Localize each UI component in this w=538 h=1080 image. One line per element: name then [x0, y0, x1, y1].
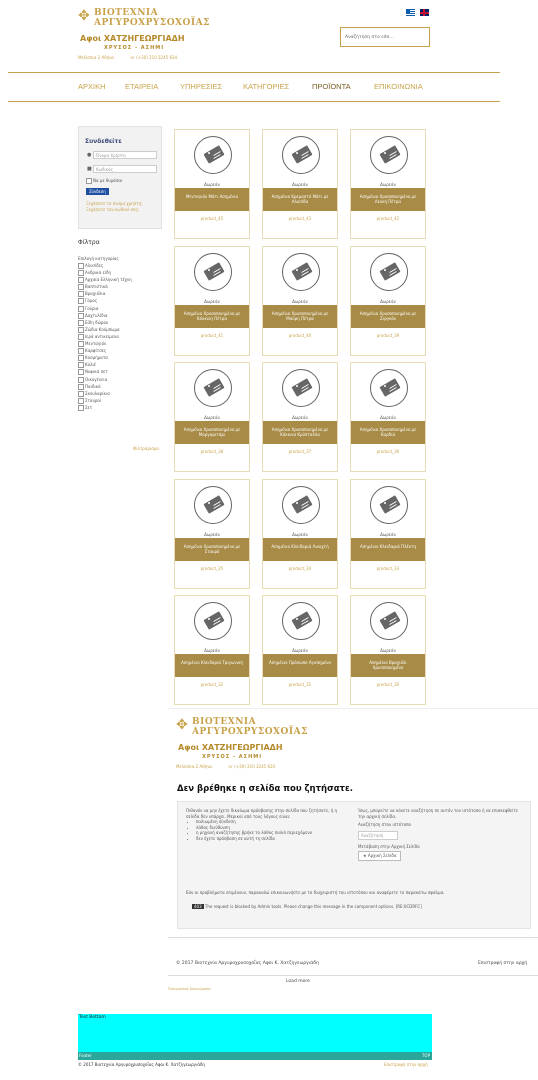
home-button[interactable]: ★ Αρχική Σελίδα	[358, 851, 401, 861]
remember-checkbox[interactable]	[86, 178, 92, 184]
product-price: Δωρεάν	[204, 415, 220, 420]
product-code[interactable]: product_30	[376, 682, 400, 687]
price-tag-icon[interactable]	[194, 369, 232, 407]
error-intro: Πιθανόν να μην έχετε δικαίωμα πρόσβασης στην σελίδα που ζητήσατε, ή η σελίδα δεν υπάρχει. Μερικοί από τους λόγους είναι:	[186, 808, 338, 819]
filter-checkbox[interactable]	[78, 298, 84, 304]
nav-item-contact[interactable]: ΕΠΙΚΟΙΝΩΝΙΑ	[374, 82, 423, 91]
product-code[interactable]: product_33	[376, 566, 400, 571]
filters-apply-link[interactable]: Φιλτράρισμα	[133, 446, 160, 451]
error-title: Δεν βρέθηκε η σελίδα που ζητήσατε.	[177, 784, 353, 794]
product-price: Δωρεάν	[204, 299, 220, 304]
price-tag-icon[interactable]	[282, 136, 320, 174]
filter-item[interactable]: Σταυροί	[78, 397, 160, 404]
product-name[interactable]: Ασημένιο Κρεμαστό Μάτι με Αλυσίδα	[263, 188, 337, 211]
product-name[interactable]: Ασημένιο Χρυσοποιημένο με Μαργαριτάρι	[175, 421, 249, 444]
forgot-username-link[interactable]: Ξεχάσατε το όνομα χρήστη;	[86, 201, 143, 206]
product-card[interactable]	[350, 479, 426, 589]
filter-checkbox[interactable]	[78, 341, 84, 347]
error-box	[177, 801, 531, 929]
product-card[interactable]	[350, 595, 426, 705]
filter-item[interactable]: Αρχαία Ελληνική τέχνη	[78, 276, 160, 283]
product-code[interactable]: product_34	[288, 566, 312, 571]
product-price: Δωρεάν	[204, 648, 220, 653]
product-name[interactable]: Ασημένιο Χρυσοποιημένο με Λευκή Πέτρα	[351, 188, 425, 211]
product-card[interactable]	[262, 595, 338, 705]
price-tag-icon[interactable]	[282, 602, 320, 640]
footer-bar-top-link[interactable]: TOP	[421, 1053, 430, 1058]
product-code[interactable]: product_43	[288, 216, 312, 221]
filter-checkbox[interactable]	[78, 327, 84, 333]
product-code[interactable]: product_35	[200, 566, 224, 571]
bottom-copyright: © 2017 Βιοτεχνία Αργυροχρυσοχοΐας Αφοι Κ. Χατζηγεωργιάδη	[78, 1062, 205, 1067]
error-code-line	[192, 904, 422, 910]
filter-item[interactable]: Καρφίτσες	[78, 347, 160, 354]
filters-list	[78, 262, 160, 411]
login-title: Συνδεθείτε	[85, 138, 122, 145]
filter-item[interactable]: Κολιέ	[78, 361, 160, 368]
product-card[interactable]	[262, 129, 338, 239]
product-card[interactable]	[174, 362, 250, 472]
logo-tagline: ΧΡΥΣΟΣ - ΑΣΗΜΙ	[104, 45, 165, 51]
price-tag-icon[interactable]	[194, 253, 232, 291]
error-left-column	[186, 808, 346, 842]
product-name[interactable]: Ασημένιο Κλειδαριά Τριγωνική	[175, 654, 249, 677]
filter-item[interactable]: Σετ	[78, 404, 160, 411]
price-tag-icon[interactable]	[194, 602, 232, 640]
filter-item[interactable]: Βαπτιστικά	[78, 283, 160, 290]
filter-checkbox[interactable]	[78, 284, 84, 290]
product-price: Δωρεάν	[292, 648, 308, 653]
nav-item-company[interactable]: ΕΤΑΙΡΕΙΑ	[125, 82, 159, 91]
price-tag-icon[interactable]	[370, 369, 408, 407]
product-price: Δωρεάν	[380, 532, 396, 537]
footer-copyright: © 2017 Βιοτεχνία Αργυροχρυσοχοΐας Αφοι Κ. Χατζηγεωργιάδη	[176, 961, 319, 966]
product-name[interactable]: Ασημένιο Χρυσοποιημένο με Καρδιά	[351, 421, 425, 444]
product-price: Δωρεάν	[380, 182, 396, 187]
filter-item[interactable]: Γάμος	[78, 297, 160, 304]
product-card[interactable]	[350, 129, 426, 239]
test-bottom-text: Test Bottom	[79, 1015, 106, 1020]
error-message: The request is blocked by Admin tools. Please change this message in the component options. [RE:0CDRFC]	[204, 904, 422, 909]
nav-item-products[interactable]: ΠΡΟΪΟΝΤΑ	[312, 82, 351, 91]
filter-checkbox[interactable]	[78, 355, 84, 361]
product-price: Δωρεάν	[380, 299, 396, 304]
product-name[interactable]: Ασημένιο Βραχιόλι Χρυσοποιημένο	[351, 654, 425, 677]
filter-item[interactable]: Οικογένεια	[78, 376, 160, 383]
error-reasons	[186, 819, 346, 841]
price-tag-icon[interactable]	[282, 369, 320, 407]
filter-item[interactable]: Σκουλαρίκια	[78, 390, 160, 397]
footer-bar-left: Footer	[79, 1053, 92, 1058]
filter-item[interactable]: Γούρια	[78, 305, 160, 312]
nav-bottom-rule	[8, 101, 500, 102]
product-code[interactable]: product_41	[200, 333, 224, 338]
filter-checkbox[interactable]	[78, 398, 84, 404]
product-card[interactable]	[350, 246, 426, 356]
product-card[interactable]	[262, 479, 338, 589]
product-card[interactable]	[350, 362, 426, 472]
product-card[interactable]	[174, 595, 250, 705]
error-reason: • λάθος διεύθυνση	[196, 825, 346, 831]
filter-checkbox[interactable]	[78, 306, 84, 312]
username-input[interactable]: Όνομα Χρήστη	[93, 151, 157, 159]
product-card[interactable]	[174, 129, 250, 239]
filter-checkbox[interactable]	[78, 391, 84, 397]
password-input[interactable]: Κωδικός	[93, 165, 157, 173]
price-tag-icon[interactable]	[282, 486, 320, 524]
error-reason: • δεν έχετε πρόσβαση σε αυτή τη σελίδα	[196, 836, 346, 842]
price-tag-icon[interactable]	[194, 486, 232, 524]
home-icon: ★	[363, 853, 367, 859]
nav-item-categories[interactable]: ΚΑΤΗΓΟΡΙΕΣ	[243, 82, 290, 91]
footer-bar	[78, 1052, 432, 1060]
product-code[interactable]: product_37	[288, 449, 312, 454]
remember-label: Να με θυμάσαι	[93, 178, 123, 183]
product-name[interactable]: Ασημένιο Χρυσοποιημένο με Σταυρό	[175, 538, 249, 561]
filters-category-label: Επιλογή κατηγορίας	[78, 256, 119, 261]
product-price: Δωρεάν	[204, 182, 220, 187]
product-card[interactable]	[174, 479, 250, 589]
logo-line1: ΒΙΟΤΕΧΝΙΑ	[94, 8, 159, 18]
filter-item[interactable]: Βραχιόλια	[78, 290, 160, 297]
product-code[interactable]: product_36	[376, 449, 400, 454]
product-price: Δωρεάν	[292, 182, 308, 187]
product-name[interactable]: Ασημένιο Κλειδαριά Ανοιχτή	[263, 538, 337, 561]
filter-checkbox[interactable]	[78, 334, 84, 340]
filter-item[interactable]: Ζώδια Κούμπωμα	[78, 326, 160, 333]
product-card[interactable]	[262, 246, 338, 356]
nav-top-rule	[8, 72, 500, 73]
price-tag-icon[interactable]	[194, 136, 232, 174]
login-module	[78, 126, 162, 229]
logo-line2: ΑΡΓΥΡΟΧΡΥΣΟΧΟΪΑΣ	[94, 18, 210, 28]
nav-item-services[interactable]: ΥΠΗΡΕΣΙΕΣ	[180, 82, 223, 91]
price-tag-icon[interactable]	[282, 253, 320, 291]
filter-checkbox[interactable]	[78, 405, 84, 411]
filter-checkbox[interactable]	[78, 348, 84, 354]
filter-checkbox[interactable]	[78, 369, 84, 375]
filters-title: Φίλτρα	[78, 239, 100, 246]
site-search-input[interactable]: Αναζήτηση στο site...	[340, 27, 430, 47]
logo-phone: ☏ (+30) 210 3245 634	[130, 55, 178, 60]
price-tag-icon[interactable]	[370, 602, 408, 640]
footer-divider-2	[168, 975, 538, 976]
price-tag-icon[interactable]	[370, 486, 408, 524]
price-tag-icon[interactable]	[370, 136, 408, 174]
remember-me[interactable]	[86, 178, 122, 184]
product-code[interactable]: product_45	[200, 216, 224, 221]
error-home-intro: Μετάβαση στην Αρχική Σελίδα	[358, 843, 420, 849]
error-search-input[interactable]: Αναζήτηση	[358, 831, 398, 840]
filter-item[interactable]: Ιερά αντικείμενα	[78, 333, 160, 340]
error-reason: • η μηχανή αναζήτησης βρήκε το λάθος παλιό περιεχόμενο	[196, 830, 346, 836]
product-price: Δωρεάν	[204, 532, 220, 537]
filter-checkbox[interactable]	[78, 384, 84, 390]
footer-back-to-top[interactable]: Επιστροφή στην αρχή	[478, 961, 528, 966]
logo-company: Αφοι ΧΑΤΖΗΓΕΩΡΓΙΑΔΗ	[80, 34, 185, 43]
filter-item[interactable]: Ανδρικά είδη	[78, 269, 160, 276]
product-name[interactable]: Ασημένιο Πρόσωπο Αγαπημένο	[263, 654, 337, 677]
forgot-password-link[interactable]: Ξεχάσατε τον κωδικό σας;	[86, 207, 140, 212]
footer-divider	[168, 937, 538, 938]
language-switcher	[406, 9, 429, 18]
filter-checkbox[interactable]	[78, 277, 84, 283]
product-code[interactable]: product_39	[376, 333, 400, 338]
product-card[interactable]	[174, 246, 250, 356]
login-button[interactable]: Σύνδεση	[86, 188, 109, 195]
product-price: Δωρεάν	[380, 415, 396, 420]
error-reason: • παλιωμένη σύνδεση	[196, 819, 346, 825]
product-code[interactable]: product_42	[376, 216, 400, 221]
product-name[interactable]: Ασημένιο Χρυσοποιημένο με Κόκκινη Πέτρα	[175, 305, 249, 328]
logo-mark-icon: ✥	[78, 8, 90, 24]
error-section: ✥ ΒΙΟΤΕΧΝΙΑ ΑΡΓΥΡΟΧΡΥΣΟΧΟΪΑΣ Αφοι ΧΑΤΖΗΓΕΩΡΓΙΑΔΗ ΧΡΥΣΟΣ - ΑΣΗΜΙ Μελίσσια 2 Αθήνα ☏ (+30) 210 3245 634 Δεν βρέθηκε η σελίδα που ζητήσατε. Πιθανόν να μην έχετε δικαίωμα πρόσβασης στην σελίδα που ζητήσατε, ή η σελίδα δεν υπάρχει. Μερικοί από τους λόγους είναι: • παλιωμένη σύνδεση • λάθος διεύθυνση • η μηχανή αναζήτησης βρήκε το λάθος παλιό περιεχόμενο • δεν έχετε πρόσβαση σε αυτή τη σελίδα Ίσως, μπορείτε να κάνετε αναζήτηση σε αυτόν τον ιστότοπο ή να επισκεφθείτε την αρχική σελίδα. Αναζήτηση στον ιστότοπο Αναζήτηση Μετάβαση στην Αρχική Σελίδα ★ Αρχική Σελίδα Εάν οι προβλήματα επιμένουν, παρακαλώ επικοινωνήστε με το διαχειριστή του ιστοτόπου και αναφέρετε το παρακάτω σφάλμα. 403 The request is blocked by Admin tools. Please change this message in the component options. [RE:0CDRFC] © 2017 Βιοτεχνία Αργυροχρυσοχοΐας Αφοι Κ. Χατζηγεωργιάδη Επιστροφή στην αρχή Load more Πνευματικά δικαιώματα	[168, 708, 538, 991]
error-right-intro: Ίσως, μπορείτε να κάνετε αναζήτηση σε αυτόν τον ιστότοπο ή να επισκεφθείτε την αρχική σελίδα.	[358, 808, 519, 819]
bottom-back-to-top[interactable]: Επιστροφή στην αρχή	[384, 1062, 428, 1067]
filter-checkbox[interactable]	[78, 377, 84, 383]
product-price: Δωρεάν	[292, 415, 308, 420]
product-name[interactable]: Μενταγιόν Μάτι Ασημένιο	[175, 188, 249, 211]
filter-item[interactable]: Νυφικά σετ	[78, 368, 160, 375]
filter-checkbox[interactable]	[78, 313, 84, 319]
logo-mark-icon: ✥	[176, 717, 188, 733]
test-bottom-bar	[78, 1014, 432, 1052]
nav-item-home[interactable]: ΑΡΧΙΚΗ	[78, 82, 106, 91]
error-code-badge: 403	[194, 904, 202, 909]
filter-item[interactable]: Μενταγιόν	[78, 340, 160, 347]
product-code[interactable]: product_38	[200, 449, 224, 454]
filter-item[interactable]: Είδη δώρου	[78, 319, 160, 326]
filter-checkbox[interactable]	[78, 291, 84, 297]
filter-item[interactable]: Δαχτυλίδια	[78, 312, 160, 319]
greek-flag-icon[interactable]	[406, 9, 415, 16]
product-name[interactable]: Ασημένιο Χρυσοποιημένο με Ζιργκόν	[351, 305, 425, 328]
filter-item[interactable]: Αλυσίδες	[78, 262, 160, 269]
error-right-column	[358, 808, 523, 861]
product-code[interactable]: product_32	[200, 682, 224, 687]
error-bottom-note: Εάν οι προβλήματα επιμένουν, παρακαλώ επικοινωνήστε με το διαχειριστή του ιστοτόπου και αναφέρετε το παρακάτω σφάλμα.	[186, 890, 445, 895]
user-icon: ●	[87, 152, 92, 158]
price-tag-icon[interactable]	[370, 253, 408, 291]
logo-address: Μελίσσια 2 Αθήνα	[78, 55, 115, 60]
lock-icon: ■	[87, 166, 92, 172]
filter-item[interactable]: Παιδικά	[78, 383, 160, 390]
product-name[interactable]: Ασημένιο Χρυσοποιημένο με Μαύρη Πέτρα	[263, 305, 337, 328]
error-search-label: Αναζήτηση στον ιστότοπο	[358, 822, 411, 828]
product-price: Δωρεάν	[380, 648, 396, 653]
product-price: Δωρεάν	[292, 532, 308, 537]
filter-checkbox[interactable]	[78, 320, 84, 326]
filter-item[interactable]: Κοσμήματα	[78, 354, 160, 361]
uk-flag-icon[interactable]	[420, 9, 429, 16]
product-code[interactable]: product_40	[288, 333, 312, 338]
load-more-link[interactable]: Load more	[286, 979, 310, 984]
product-price: Δωρεάν	[292, 299, 308, 304]
product-code[interactable]: product_31	[288, 682, 312, 687]
powered-by-link[interactable]: Πνευματικά δικαιώματα	[168, 987, 211, 991]
product-card[interactable]	[262, 362, 338, 472]
filter-checkbox[interactable]	[78, 263, 84, 269]
filter-checkbox[interactable]	[78, 362, 84, 368]
filter-checkbox[interactable]	[78, 270, 84, 276]
product-name[interactable]: Ασημένιο Κλειδαριά Πλέκτη	[351, 538, 425, 561]
product-name[interactable]: Ασημένιο Χρυσοποιημένο με Κόκκινα Κρύσταλλα	[263, 421, 337, 444]
